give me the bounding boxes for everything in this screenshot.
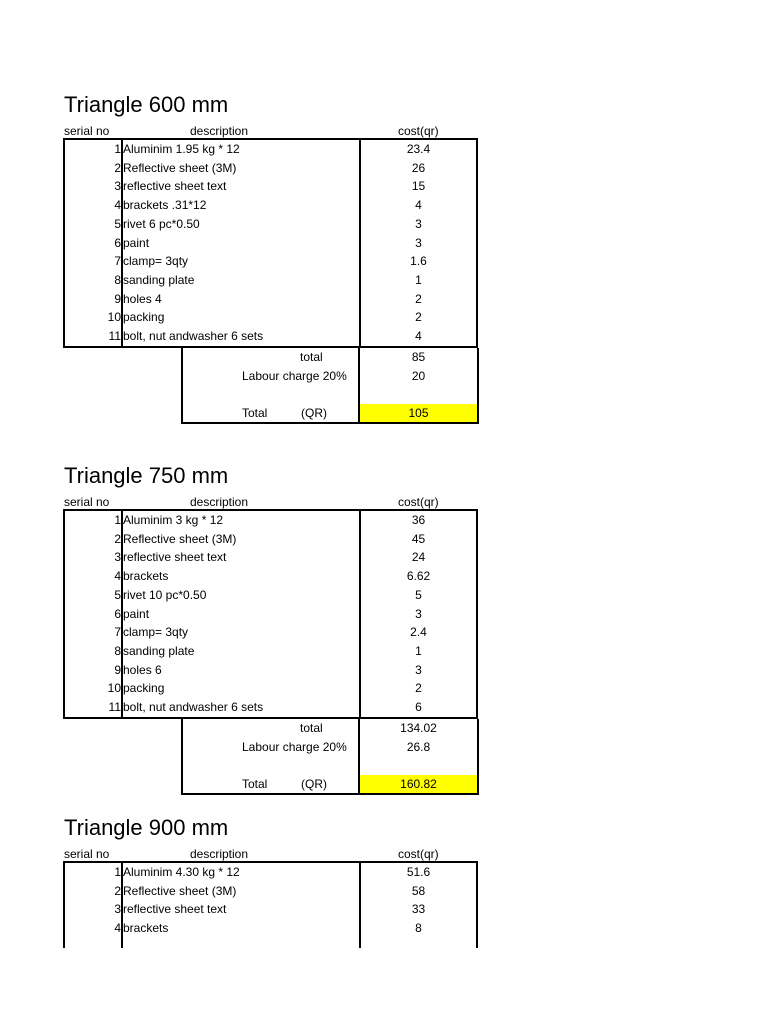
cost-cell: 3	[415, 216, 422, 231]
table-row	[63, 642, 478, 661]
description-cell: Reflective sheet (3M)	[123, 883, 237, 898]
cost-cell: 2	[415, 681, 422, 696]
serial-no-cell: 5	[114, 587, 121, 602]
serial-no-cell: 1	[114, 513, 121, 527]
serial-no-cell: 9	[114, 662, 121, 677]
table-row	[63, 271, 478, 290]
serial-no-cell: 3	[114, 902, 121, 917]
serial-no-cell: 7	[114, 254, 121, 269]
serial-no-cell: 10	[107, 310, 121, 325]
serial-no-cell: 2	[114, 160, 121, 175]
description-cell: clamp= 3qty	[123, 254, 189, 269]
description-cell: Reflective sheet (3M)	[123, 531, 237, 546]
serial-no-cell: 6	[114, 606, 121, 621]
grand-total-row	[181, 775, 479, 794]
cost-cell: 33	[411, 902, 426, 917]
description-cell: holes 4	[123, 291, 162, 306]
table-row	[63, 252, 478, 271]
cost-cell: 1	[415, 272, 422, 287]
table-row	[63, 661, 478, 680]
labour-label: Labour charge 20%	[242, 368, 347, 383]
table-row	[63, 327, 478, 346]
section-title: Triangle 600 mm	[64, 92, 229, 117]
cost-cell: 5	[415, 587, 422, 602]
serial-no-cell: 5	[114, 216, 121, 231]
table-row	[63, 215, 478, 234]
description-cell: packing	[123, 681, 165, 696]
cost-cell: 3	[415, 235, 422, 250]
cost-cell: 4	[415, 198, 422, 213]
cost-cell: 4	[415, 329, 422, 343]
serial-no-cell: 8	[114, 272, 121, 287]
cost-cell: 26	[411, 160, 426, 175]
labour-value: 20	[411, 368, 426, 383]
labour-label: Labour charge 20%	[242, 739, 347, 754]
header-serial-no: serial no	[64, 847, 110, 861]
description-cell: rivet 6 pc*0.50	[123, 216, 200, 231]
serial-no-cell: 7	[114, 625, 121, 640]
section-title: Triangle 750 mm	[64, 463, 229, 488]
serial-no-cell: 8	[114, 643, 121, 658]
serial-no-cell: 10	[107, 681, 121, 696]
serial-no-cell: 11	[108, 329, 121, 343]
description-cell: sanding plate	[123, 272, 195, 287]
subtotal-value: 85	[411, 349, 426, 364]
table-row	[63, 698, 478, 717]
labour-value: 26.8	[406, 739, 431, 754]
description-cell: Aluminim 4.30 kg * 12	[123, 865, 240, 879]
header-cost: cost(qr)	[398, 847, 439, 861]
description-cell: packing	[123, 310, 165, 325]
cost-cell: 6.62	[406, 569, 431, 584]
description-cell: holes 6	[123, 662, 162, 677]
table-row	[63, 159, 478, 178]
subtotal-value: 134.02	[400, 720, 437, 735]
labour-row	[181, 367, 479, 386]
cost-cell: 45	[411, 531, 426, 546]
cost-cell: 51.6	[406, 865, 431, 879]
table-row	[63, 679, 478, 698]
cost-cell: 15	[411, 179, 426, 194]
description-cell: brackets	[123, 921, 169, 936]
table-row	[63, 919, 478, 938]
table-row	[63, 586, 478, 605]
serial-no-cell: 4	[114, 921, 121, 936]
description-cell: paint	[123, 606, 150, 621]
header-cost: cost(qr)	[398, 124, 439, 138]
serial-no-cell: 2	[114, 531, 121, 546]
serial-no-cell: 4	[114, 198, 121, 213]
table-row	[63, 882, 478, 901]
table-row	[63, 567, 478, 586]
table-row	[63, 234, 478, 253]
description-cell: bolt, nut andwasher 6 sets	[123, 700, 264, 714]
grand-total-value: 105	[408, 405, 429, 420]
description-cell: rivet 10 pc*0.50	[123, 587, 207, 602]
table-row	[63, 623, 478, 642]
subtotal-row	[181, 719, 479, 738]
description-cell: reflective sheet text	[123, 550, 227, 565]
cost-cell: 3	[415, 606, 422, 621]
description-cell: bolt, nut andwasher 6 sets	[123, 329, 264, 343]
serial-no-cell: 6	[114, 235, 121, 250]
table-row	[63, 548, 478, 567]
description-cell: reflective sheet text	[123, 179, 227, 194]
table-row	[63, 511, 478, 530]
subtotal-label: total	[300, 349, 323, 364]
header-description: description	[190, 495, 249, 509]
section-title: Triangle 900 mm	[64, 815, 229, 840]
cost-cell: 8	[415, 921, 422, 936]
description-cell: reflective sheet text	[123, 902, 227, 917]
table-row	[63, 196, 478, 215]
cost-cell: 58	[411, 883, 426, 898]
grand-total-label: Total	[242, 405, 268, 420]
grand-total-value: 160.82	[400, 776, 437, 791]
table-row	[63, 308, 478, 327]
serial-no-cell: 4	[114, 569, 121, 584]
grand-total-unit: (QR)	[301, 405, 327, 420]
grand-total-label: Total	[242, 776, 268, 791]
grand-total-unit: (QR)	[301, 776, 327, 791]
table-row	[63, 177, 478, 196]
serial-no-cell: 2	[114, 883, 121, 898]
cost-cell: 3	[415, 662, 422, 677]
description-cell: Aluminim 3 kg * 12	[123, 513, 224, 527]
cost-cell: 36	[411, 513, 426, 527]
serial-no-cell: 1	[114, 865, 121, 879]
serial-no-cell: 11	[108, 700, 121, 714]
header-description: description	[190, 124, 249, 138]
cost-cell: 2	[415, 291, 422, 306]
header-serial-no: serial no	[64, 124, 110, 138]
cost-cell: 23.4	[406, 142, 431, 156]
grand-total-row	[181, 404, 479, 423]
serial-no-cell: 9	[114, 291, 121, 306]
table-row	[63, 605, 478, 624]
table-row	[63, 140, 478, 159]
description-cell: Aluminim 1.95 kg * 12	[123, 142, 240, 156]
description-cell: Reflective sheet (3M)	[123, 160, 237, 175]
table-row	[63, 290, 478, 309]
cost-cell: 1	[415, 643, 422, 658]
table-row	[63, 530, 478, 549]
serial-no-cell: 3	[114, 550, 121, 565]
header-description: description	[190, 847, 249, 861]
table-row	[63, 900, 478, 919]
subtotal-row	[181, 348, 479, 367]
labour-row	[181, 738, 479, 757]
header-serial-no: serial no	[64, 495, 110, 509]
cost-cell: 2.4	[410, 625, 427, 640]
description-cell: brackets	[123, 569, 169, 584]
header-cost: cost(qr)	[398, 495, 439, 509]
description-cell: sanding plate	[123, 643, 195, 658]
serial-no-cell: 1	[114, 142, 121, 156]
description-cell: clamp= 3qty	[123, 625, 189, 640]
cost-cell: 1.6	[410, 254, 427, 269]
cost-cell: 24	[411, 550, 426, 565]
cost-cell: 6	[415, 700, 422, 714]
serial-no-cell: 3	[114, 179, 121, 194]
cost-cell: 2	[415, 310, 422, 325]
subtotal-label: total	[300, 720, 323, 735]
table-row	[63, 863, 478, 882]
description-cell: paint	[123, 235, 150, 250]
description-cell: brackets .31*12	[123, 198, 207, 213]
